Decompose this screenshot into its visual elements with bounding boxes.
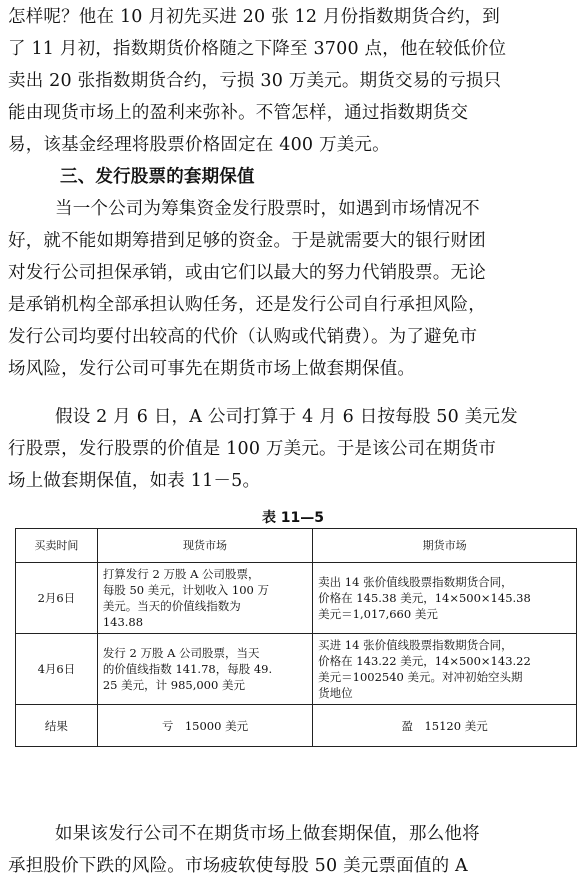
table-row-result [16, 705, 577, 747]
cell-line: 25 美元，计 985,000 美元 [102, 678, 245, 692]
cell-line: 货地位 [318, 686, 353, 700]
table-row [16, 634, 577, 705]
cell-futures [313, 563, 577, 634]
paragraph-line: 行股票，发行股票的价值是 100 万美元。于是该公司在期货市 [8, 439, 497, 459]
paragraph-line: 承担股价下跌的风险。市场疲软使每股 50 美元票面值的 A [8, 856, 468, 876]
cell-line: 发行 2 万股 A 公司股票，当天 [102, 646, 260, 660]
header-futures: 期货市场 [313, 529, 577, 563]
cell-line: 的价值线指数 141.78，每股 49. [102, 662, 273, 676]
cell-line: 美元＝1,017,660 美元 [318, 607, 438, 621]
paragraph-line: 了 11 月初，指数期货价格随之下降至 3700 点，他在较低价位 [8, 39, 507, 59]
paragraph-line: 当一个公司为筹集资金发行股票时，如遇到市场情况不 [55, 199, 480, 219]
cell-time: 4月6日 [16, 634, 98, 705]
header-spot: 现货市场 [97, 529, 312, 563]
paragraph-line: 怎样呢？他在 10 月初先买进 20 张 12 月份指数期货合约，到 [8, 7, 500, 27]
paragraph-line: 对发行公司担保承销，或由它们以最大的努力代销股票。无论 [8, 263, 486, 283]
cell-line: 打算发行 2 万股 A 公司股票， [102, 567, 260, 581]
cell-line: 买进 14 张价值线股票指数期货合同， [318, 638, 513, 652]
paragraph-line: 场风险，发行公司可事先在期货市场上做套期保值。 [8, 359, 416, 379]
cell-line: 价格在 145.38 美元，14×500×145.38 [318, 591, 531, 605]
cell-spot-result: 亏 15000 美元 [97, 705, 312, 747]
paragraph-line: 卖出 20 张指数期货合约，亏损 30 万美元。期货交易的亏损只 [8, 71, 502, 91]
table-row [16, 563, 577, 634]
paragraph-line: 是承销机构全部承担认购任务，还是发行公司自行承担风险， [8, 295, 486, 315]
paragraph-line: 易，该基金经理将股票价格固定在 400 万美元。 [8, 135, 390, 155]
table-caption: 表 11—5 [261, 510, 325, 526]
paragraph-line: 能由现货市场上的盈利来弥补。不管怎样，通过指数期货交 [8, 103, 469, 123]
cell-futures-result: 盈 15120 美元 [313, 705, 577, 747]
table-header-row [16, 529, 577, 563]
cell-time: 结果 [16, 705, 98, 747]
cell-time: 2月6日 [16, 563, 98, 634]
paragraph-line: 好，就不能如期筹措到足够的资金。于是就需要大的银行财团 [8, 231, 486, 251]
cell-line: 卖出 14 张价值线股票指数期货合同， [318, 575, 513, 589]
paragraph-line: 假设 2 月 6 日，A 公司打算于 4 月 6 日按每股 50 美元发 [55, 407, 518, 427]
header-time: 买卖时间 [16, 529, 98, 563]
cell-line: 每股 50 美元，计划收入 100 万 [102, 583, 270, 597]
cell-line: 美元。当天的价值线指数为 [102, 599, 241, 613]
cell-futures [313, 634, 577, 705]
cell-line: 143.88 [102, 615, 144, 629]
paragraph-line: 场上做套期保值，如表 11－5。 [8, 471, 261, 491]
cell-spot [97, 634, 312, 705]
paragraph-line: 如果该发行公司不在期货市场上做套期保值，那么他将 [55, 824, 480, 844]
cell-line: 美元＝1002540 美元。对冲初始空头期 [318, 670, 523, 684]
paragraph-line: 发行公司均要付出较高的代价（认购或代销费）。为了避免市 [8, 327, 478, 347]
cell-spot [97, 563, 312, 634]
cell-line: 价格在 143.22 美元，14×500×143.22 [318, 654, 531, 668]
section-heading: 三、发行股票的套期保值 [60, 167, 255, 187]
hedge-table [15, 528, 577, 747]
